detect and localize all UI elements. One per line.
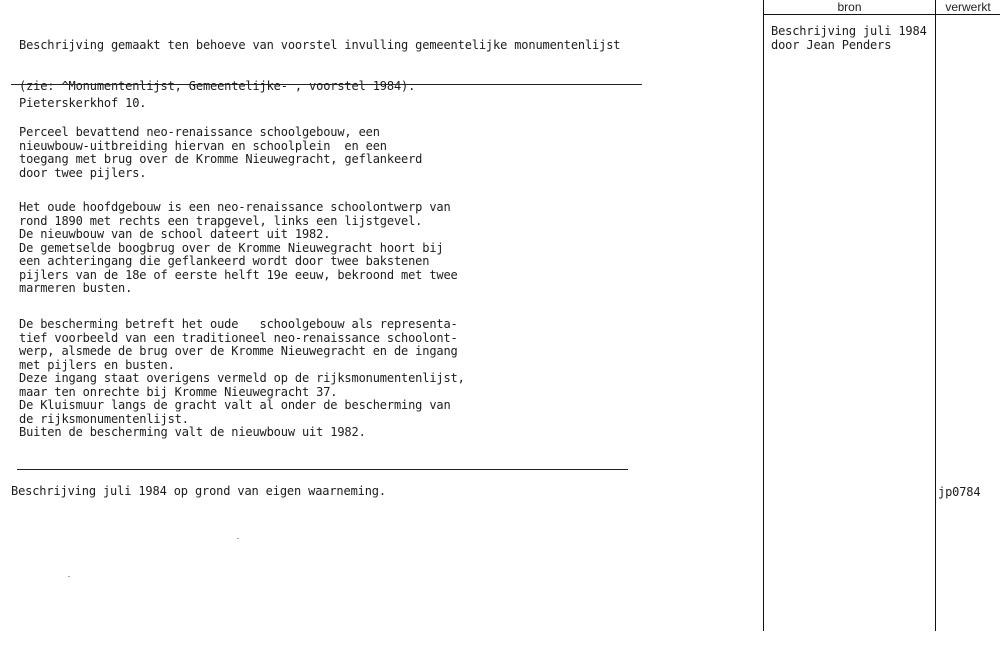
table-column-divider: [935, 0, 936, 631]
header-divider: [11, 84, 642, 85]
scan-speck: [237, 538, 239, 539]
column-header-bron: bron: [837, 0, 862, 14]
table-left-border: [763, 0, 764, 631]
source-note: Beschrijving juli 1984 op grond van eigen waarneming.: [11, 484, 386, 498]
verwerkt-code: jp0784: [938, 485, 981, 499]
scan-speck: [68, 576, 70, 577]
footer-divider: [17, 469, 628, 470]
column-header-verwerkt: verwerkt: [945, 0, 991, 14]
paragraph-perceel: Perceel bevattend neo-renaissance schoolgebouw, een nieuwbouw-uitbreiding hiervan en schoolplein en een toegang met brug over de Kromme Nieuwegracht, geflankeerd door twee pijlers.: [19, 125, 423, 180]
header-line-2: (zie: ^Monumentenlijst, Gemeentelijke- , voorstel 1984).: [19, 78, 416, 93]
header-line-1: Beschrijving gemaakt ten behoeve van voorstel invulling gemeentelijke monumentenlijst: [19, 38, 621, 52]
address-line: Pieterskerkhof 10.: [19, 96, 147, 110]
paragraph-hoofdgebouw: Het oude hoofdgebouw is een neo-renaissance schoolontwerp van rond 1890 met rechts een trapgevel, links een lijstgevel. De nieuwbouw van de school dateert uit 1982. De gemetselde boogbrug over de Kromme Nieuwegracht hoort bij een achteringang die geflankeerd wordt door twee bakstenen pijlers van de 18e of eerste helft 19e eeuw, bekroond met twee marmeren busten.: [19, 200, 458, 295]
bron-entry: Beschrijving juli 1984 door Jean Penders: [771, 24, 927, 52]
document-header: [19, 12, 620, 107]
paragraph-bescherming: De bescherming betreft het oude schoolgebouw als representa- tief voorbeeld van een traditioneel neo-renaissance schoolont- werp, alsmede de brug over de Kromme Nieuwegracht en de ingang met pijlers en busten. Deze ingang staat overigens vermeld op de rijksmonumentenlijst, maar ten onrechte bij Kromme Nieuwegracht 37. De Kluismuur langs de gracht valt al onder de bescherming van de rijksmonumentenlijst. Buiten de bescherming valt de nieuwbouw uit 1982.: [19, 317, 465, 439]
table-header-rule: [763, 14, 1000, 15]
